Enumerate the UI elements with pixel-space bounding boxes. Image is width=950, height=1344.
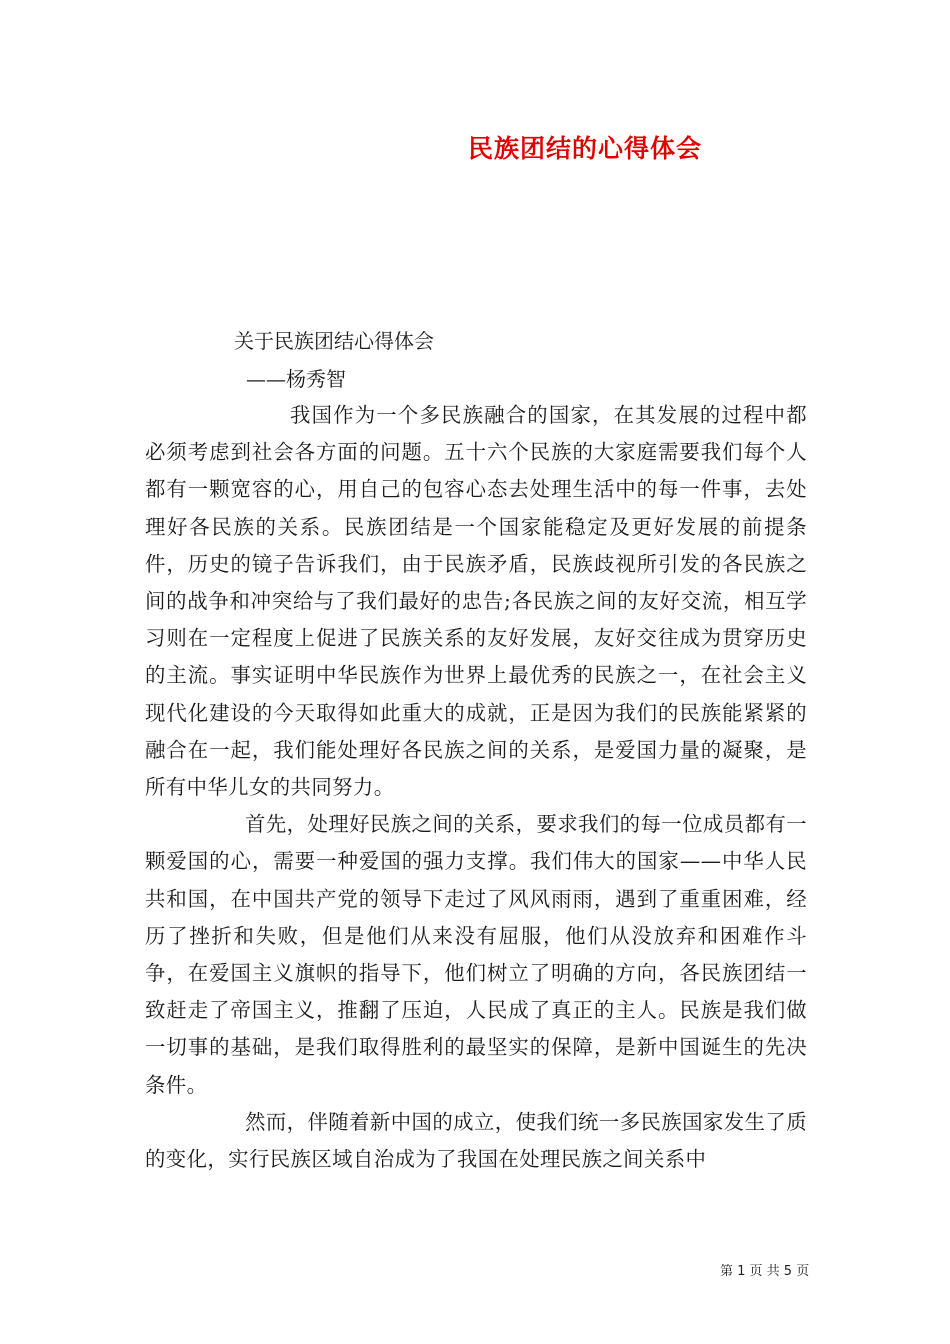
- paragraph-1: 我国作为一个多民族融合的国家，在其发展的过程中都必须考虑到社会各方面的问题。五十六个民族的大家庭需要我们每个人都有一颗宽容的心，用自己的包容心态去处理生活中的每一件事，去处理好各民族的关系。民族团结是一个国家能稳定及更好发展的前提条件，历史的镜子告诉我们，由于民族矛盾，民族歧视所引发的各民族之间的战争和冲突给与了我们最好的忠告;各民族之间的友好交流，相互学习则在一定程度上促进了民族关系的友好发展，友好交往成为贯穿历史的主流。事实证明中华民族作为世界上最优秀的民族之一，在社会主义现代化建设的今天取得如此重大的成就，正是因为我们的民族能紧紧的融合在一起，我们能处理好各民族之间的关系，是爱国力量的凝聚，是所有中华儿女的共同努力。: [145, 403, 807, 800]
- paragraph-2: 首先，处理好民族之间的关系，要求我们的每一位成员都有一颗爱国的心，需要一种爱国的强力支撑。我们伟大的国家——中华人民共和国，在中国共产党的领导下走过了风风雨雨，遇到了重重困难，经历了挫折和失败，但是他们从来没有屈服，他们从没放弃和困难作斗争，在爱国主义旗帜的指导下，他们树立了明确的方向，各民族团结一致赶走了帝国主义，推翻了压迫，人民成了真正的主人。民族是我们做一切事的基础，是我们取得胜利的最坚实的保障，是新中国诞生的先决条件。: [145, 812, 807, 1097]
- document-subtitle: 关于民族团结心得体会: [234, 329, 434, 353]
- document-title: 民族团结的心得体会: [467, 134, 702, 163]
- paragraph-3: 然而，伴随着新中国的成立，使我们统一多民族国家发生了质的变化，实行民族区域自治成为了我国在处理民族之间关系中: [145, 1109, 807, 1172]
- document-author: ——杨秀智: [246, 367, 346, 391]
- document-body: [145, 397, 807, 1178]
- page-number: 第 1 页 共 5 页: [720, 1264, 810, 1279]
